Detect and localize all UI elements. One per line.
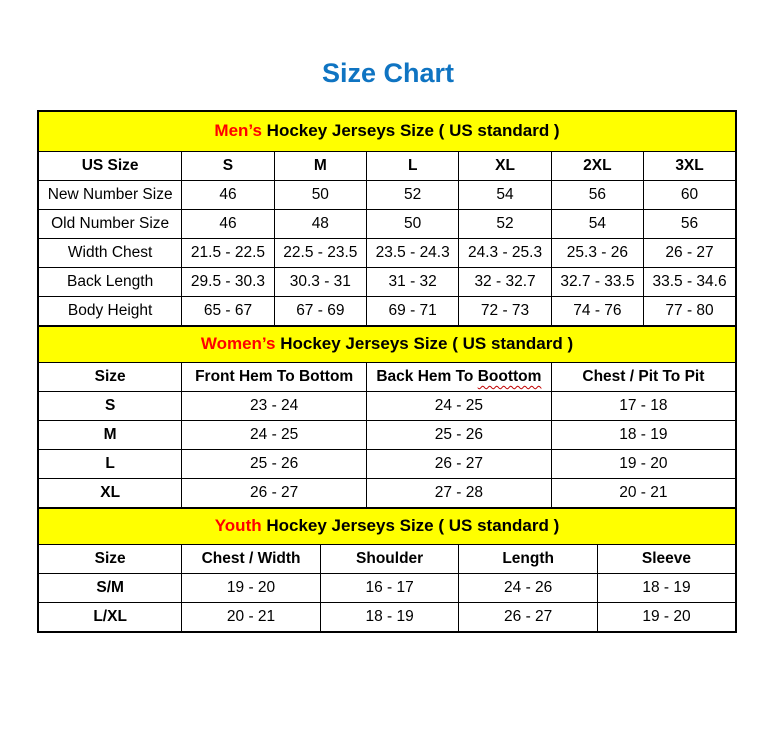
column-header: Size (38, 545, 182, 574)
size-value-cell: 69 - 71 (367, 297, 459, 327)
row-label: Old Number Size (38, 210, 182, 239)
column-header: 2XL (551, 152, 643, 181)
size-value-cell: 50 (367, 210, 459, 239)
size-value-cell: 60 (644, 181, 736, 210)
column-header: 3XL (644, 152, 736, 181)
womens-title-row (38, 326, 736, 363)
size-value-cell: 25.3 - 26 (551, 239, 643, 268)
page (0, 58, 776, 750)
row-label: New Number Size (38, 181, 182, 210)
size-value-cell: 65 - 67 (182, 297, 274, 327)
size-value-cell: 22.5 - 23.5 (274, 239, 366, 268)
size-value-cell: 72 - 73 (459, 297, 551, 327)
column-header: S (182, 152, 274, 181)
size-value-cell: 20 - 21 (182, 603, 321, 633)
row-label: S/M (38, 574, 182, 603)
size-value-cell: 24.3 - 25.3 (459, 239, 551, 268)
size-value-cell: 23.5 - 24.3 (367, 239, 459, 268)
size-value-cell: 24 - 25 (182, 421, 367, 450)
table-row (38, 392, 736, 421)
size-value-cell: 31 - 32 (367, 268, 459, 297)
row-label: M (38, 421, 182, 450)
row-label: L/XL (38, 603, 182, 633)
size-value-cell: 27 - 28 (367, 479, 552, 509)
size-value-cell: 24 - 26 (459, 574, 598, 603)
size-value-cell: 32 - 32.7 (459, 268, 551, 297)
womens-column-header-row (38, 363, 736, 392)
size-value-cell: 50 (274, 181, 366, 210)
womens-table-title (38, 326, 736, 363)
table-row (38, 181, 736, 210)
womens-size-table (37, 325, 737, 509)
youth-title-row (38, 508, 736, 545)
column-header: L (367, 152, 459, 181)
row-label: L (38, 450, 182, 479)
column-header: M (274, 152, 366, 181)
size-value-cell: 74 - 76 (551, 297, 643, 327)
size-value-cell: 46 (182, 181, 274, 210)
size-value-cell: 52 (367, 181, 459, 210)
size-value-cell: 23 - 24 (182, 392, 367, 421)
size-value-cell: 18 - 19 (597, 574, 736, 603)
size-value-cell: 48 (274, 210, 366, 239)
womens-title-accent: Women’s (200, 334, 276, 353)
column-header: Chest / Pit To Pit (551, 363, 736, 392)
size-value-cell: 16 - 17 (320, 574, 459, 603)
mens-table-body (38, 181, 736, 327)
column-header: Length (459, 545, 598, 574)
size-value-cell: 24 - 25 (367, 392, 552, 421)
column-header: Front Hem To Bottom (182, 363, 367, 392)
column-header: Shoulder (320, 545, 459, 574)
size-value-cell: 19 - 20 (182, 574, 321, 603)
size-value-cell: 17 - 18 (551, 392, 736, 421)
size-value-cell: 52 (459, 210, 551, 239)
size-value-cell: 19 - 20 (551, 450, 736, 479)
mens-column-header-row (38, 152, 736, 181)
size-value-cell: 54 (551, 210, 643, 239)
mens-title-rest: Hockey Jerseys Size ( US standard ) (261, 121, 560, 140)
table-row (38, 450, 736, 479)
size-value-cell: 46 (182, 210, 274, 239)
mens-size-table (37, 110, 737, 327)
youth-size-table (37, 507, 737, 633)
size-value-cell: 26 - 27 (644, 239, 736, 268)
row-label: XL (38, 479, 182, 509)
row-label: Body Height (38, 297, 182, 327)
size-value-cell: 25 - 26 (182, 450, 367, 479)
youth-column-header-row (38, 545, 736, 574)
mens-table-title (38, 111, 736, 152)
size-value-cell: 77 - 80 (644, 297, 736, 327)
table-row (38, 479, 736, 509)
column-header: Back Hem To Boottom (367, 363, 552, 392)
table-row (38, 574, 736, 603)
table-row (38, 239, 736, 268)
table-row (38, 268, 736, 297)
table-row (38, 297, 736, 327)
size-value-cell: 18 - 19 (320, 603, 459, 633)
size-value-cell: 26 - 27 (182, 479, 367, 509)
size-tables-container (37, 110, 737, 633)
size-value-cell: 18 - 19 (551, 421, 736, 450)
table-row (38, 421, 736, 450)
youth-table-body (38, 574, 736, 633)
size-value-cell: 29.5 - 30.3 (182, 268, 274, 297)
table-row (38, 603, 736, 633)
column-header: Chest / Width (182, 545, 321, 574)
mens-title-row (38, 111, 736, 152)
youth-title-accent: Youth (214, 516, 262, 535)
table-row (38, 210, 736, 239)
row-label: Back Length (38, 268, 182, 297)
size-value-cell: 54 (459, 181, 551, 210)
column-header: XL (459, 152, 551, 181)
size-value-cell: 30.3 - 31 (274, 268, 366, 297)
size-value-cell: 26 - 27 (459, 603, 598, 633)
youth-table-title (38, 508, 736, 545)
column-header: Sleeve (597, 545, 736, 574)
youth-title-rest: Hockey Jerseys Size ( US standard ) (261, 516, 560, 535)
size-value-cell: 20 - 21 (551, 479, 736, 509)
size-value-cell: 56 (644, 210, 736, 239)
page-title: Size Chart (321, 58, 455, 88)
mens-title-accent: Men’s (214, 121, 262, 140)
column-header: US Size (38, 152, 182, 181)
row-label: S (38, 392, 182, 421)
size-value-cell: 56 (551, 181, 643, 210)
row-label: Width Chest (38, 239, 182, 268)
womens-table-body (38, 392, 736, 509)
size-value-cell: 32.7 - 33.5 (551, 268, 643, 297)
column-header: Size (38, 363, 182, 392)
size-value-cell: 67 - 69 (274, 297, 366, 327)
size-value-cell: 26 - 27 (367, 450, 552, 479)
size-value-cell: 19 - 20 (597, 603, 736, 633)
misspelled-word: Boottom (477, 368, 542, 385)
womens-title-rest: Hockey Jerseys Size ( US standard ) (275, 334, 574, 353)
size-value-cell: 25 - 26 (367, 421, 552, 450)
size-value-cell: 21.5 - 22.5 (182, 239, 274, 268)
size-value-cell: 33.5 - 34.6 (644, 268, 736, 297)
